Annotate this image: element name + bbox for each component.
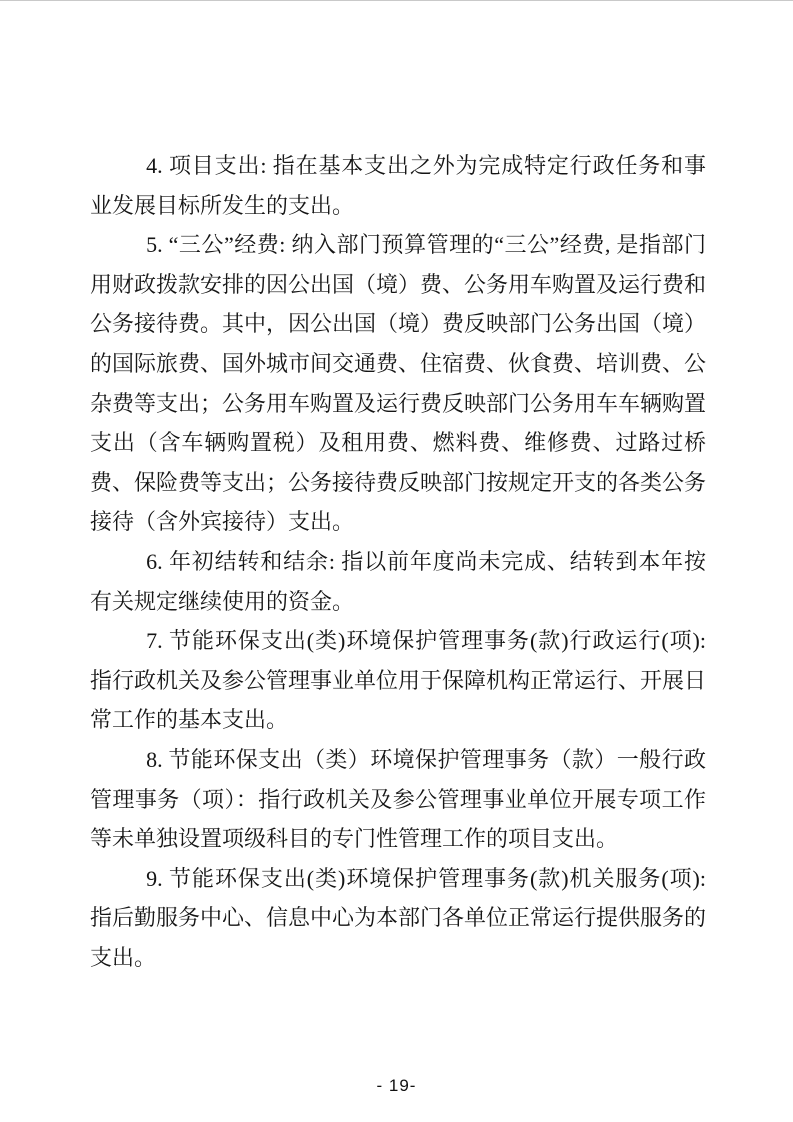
document-body (90, 146, 706, 977)
page-number: - 19- (376, 1076, 417, 1095)
paragraph-agency-services: 9. 节能环保支出(类)环境保护管理事务(款)机关服务(项): 指后勤服务中心、信息中心为本部门各单位正常运行提供服务的支出。 (90, 865, 707, 970)
paragraph-project-expenditure: 4. 项目支出: 指在基本支出之外为完成特定行政任务和事业发展目标所发生的支出。 (90, 153, 706, 218)
paragraph-admin-operation: 7. 节能环保支出(类)环境保护管理事务(款)行政运行(项): 指行政机关及参公管理事业单位用于保障机构正常运行、开展日常工作的基本支出。 (90, 628, 707, 733)
paragraph-three-public-funds: 5. “三公”经费: 纳入部门预算管理的“三公”经费, 是指部门用财政拨款安排的因公出国（境）费、公务用车购置及运行费和公务接待费。其中，因公出国（境）费反映部门公务出国（境）的国际旅费、国外城市间交通费、住宿费、伙食费、培训费、公杂费等支出；公务用车购置及运行费反映部门公务用车车辆购置支出（含车辆购置税）及租用费、燃料费、维修费、过路过桥费、保险费等支出；公务接待费反映部门按规定开支的各类公务接待（含外宾接待）支出。 (90, 232, 707, 535)
paragraph-general-admin-affairs: 8. 节能环保支出（类）环境保护管理事务（款）一般行政管理事务（项）：指行政机关及参公管理事业单位开展专项工作等未单独设置项级科目的专门性管理工作的项目支出。 (90, 746, 706, 852)
page-top-edge-line (0, 0, 793, 1)
paragraph-carryover-and-balance: 6. 年初结转和结余: 指以前年度尚未完成、结转到本年按有关规定继续使用的资金。 (90, 548, 706, 614)
